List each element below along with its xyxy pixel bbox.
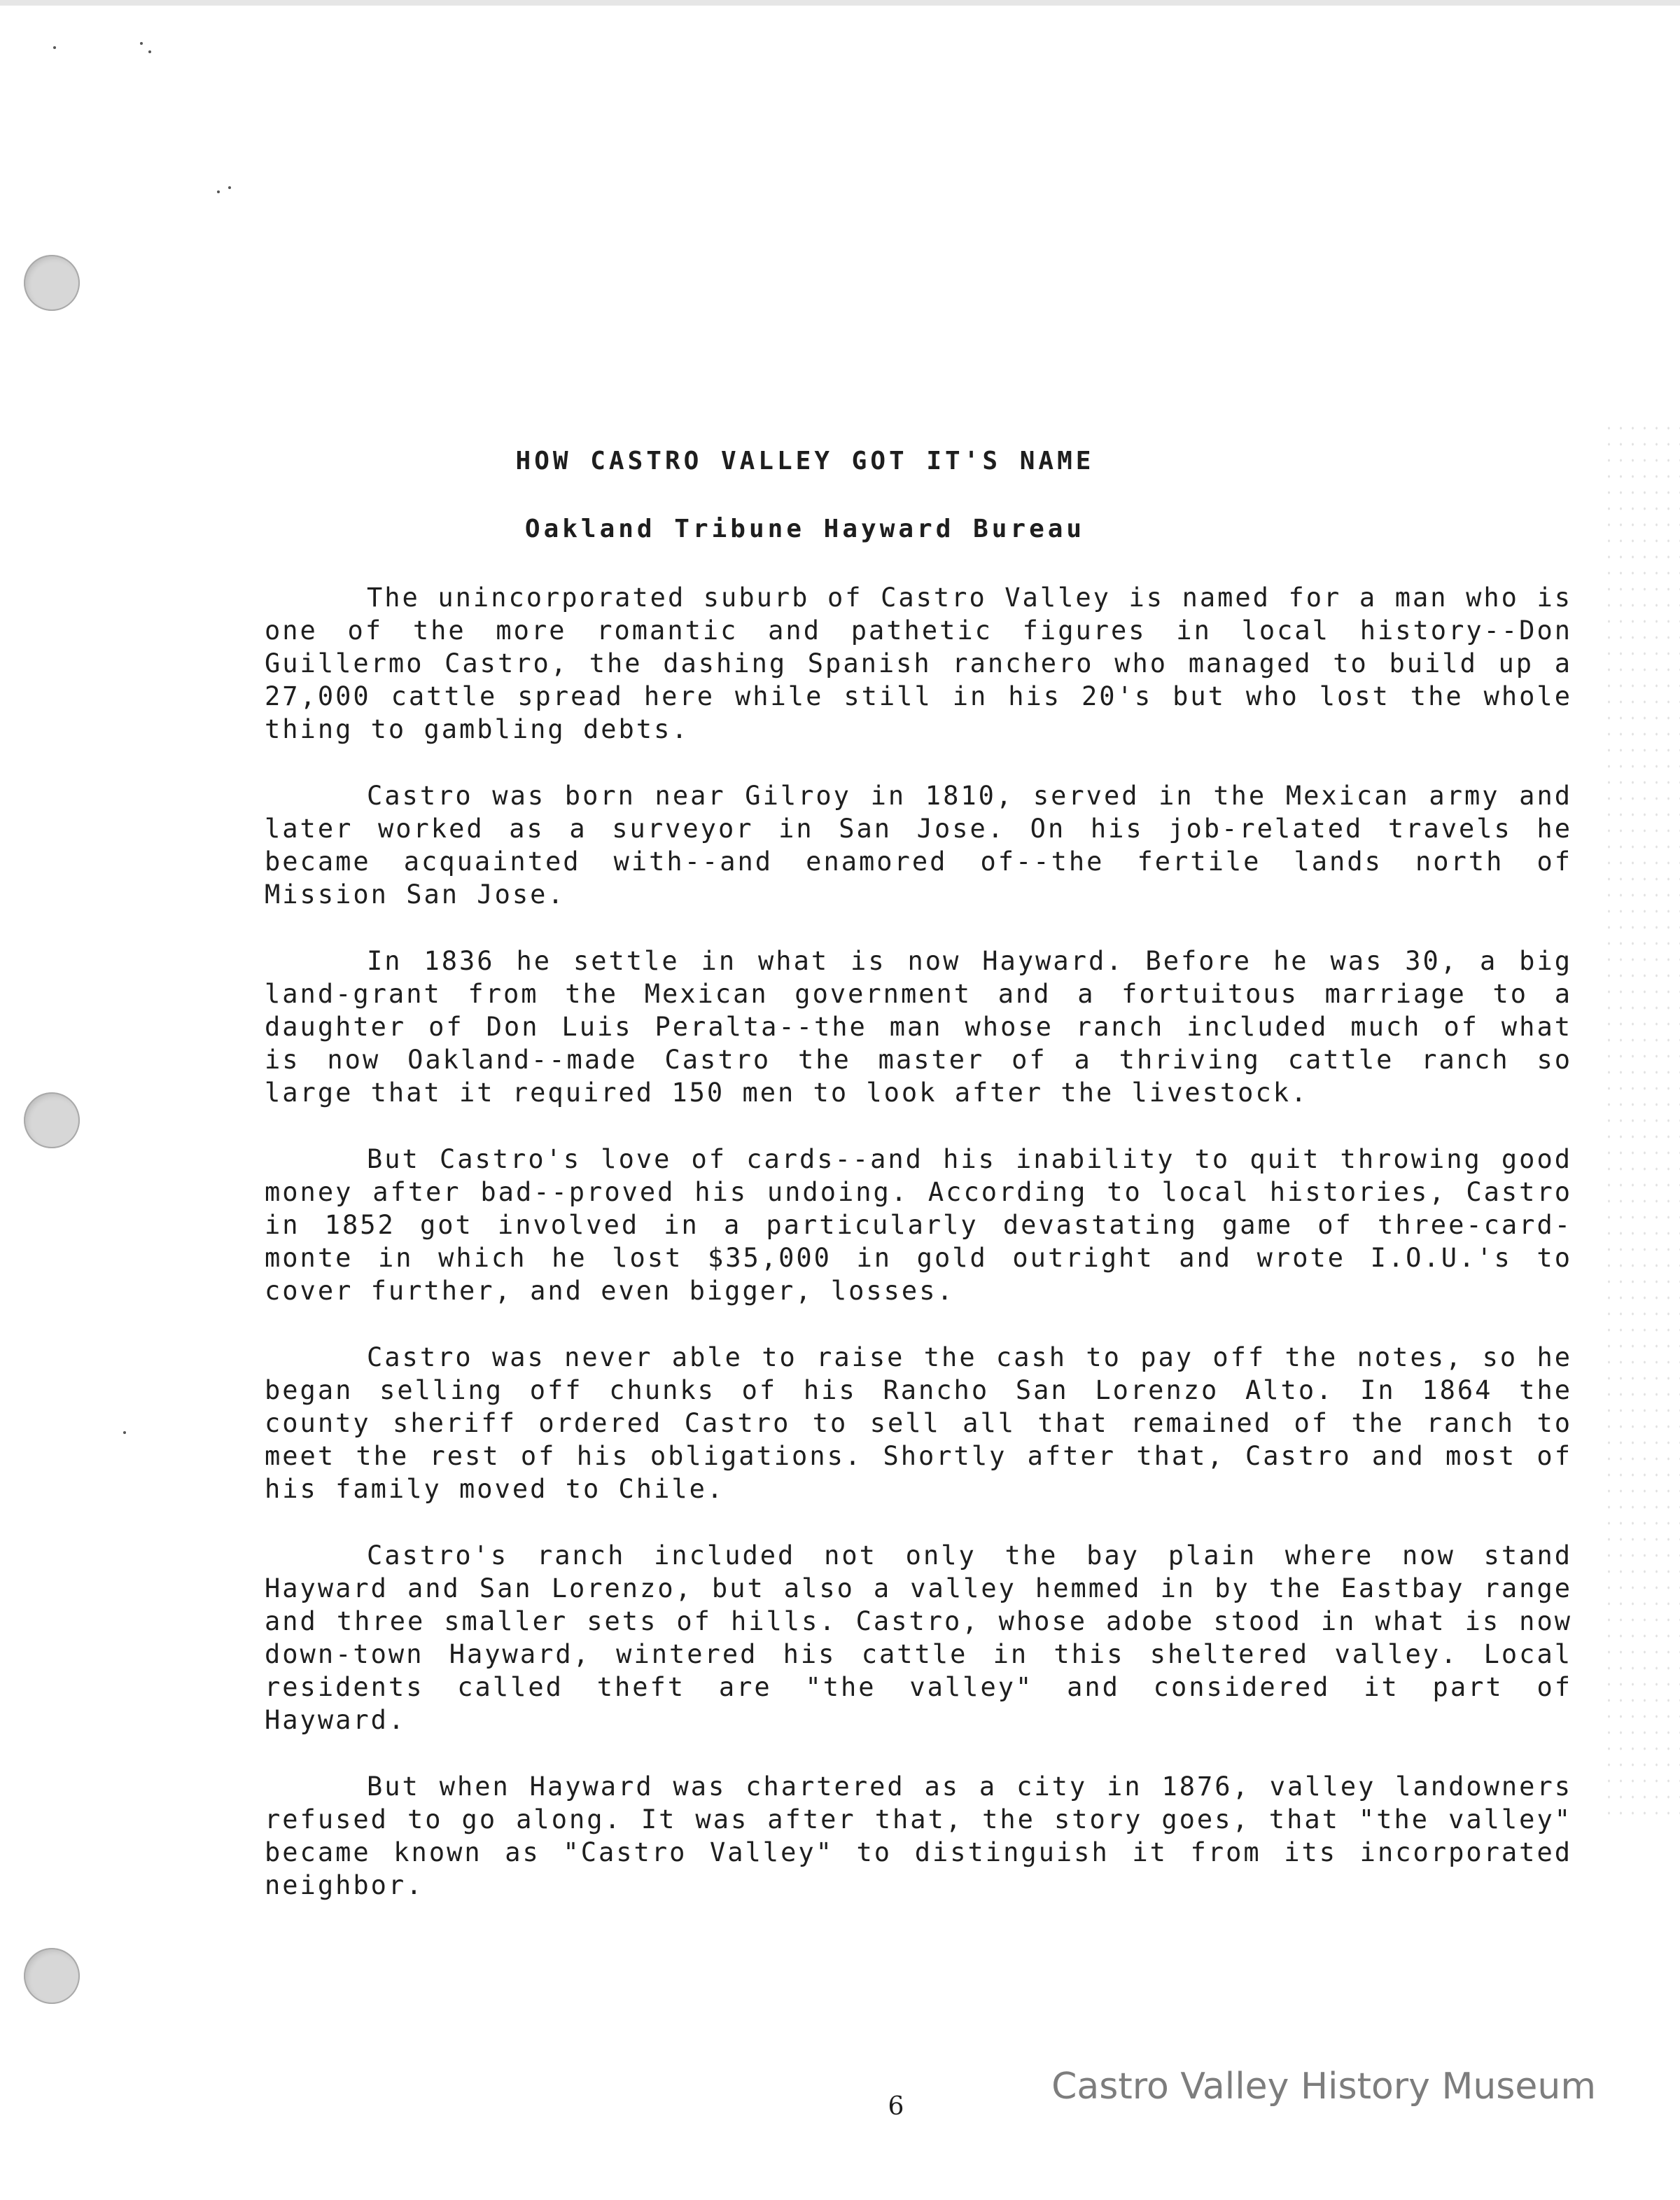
paragraph: But when Hayward was chartered as a city in 1876, valley landowners refused to go along. It was after that, the story goes, that "the valley" became known as "Castro Valley" to distinguish it from its incorporated neighbor.	[265, 1771, 1572, 1900]
scan-speck	[148, 50, 151, 53]
article-source: Oakland Tribune Hayward Bureau	[524, 515, 1086, 543]
page-top-edge	[0, 0, 1680, 6]
scan-noise	[1603, 420, 1680, 1820]
scan-speck	[53, 46, 56, 49]
paragraph: Castro was never able to raise the cash to pay off the notes, so he began selling off chunks of his Rancho San Lorenzo Alto. In 1864 the county sheriff ordered Castro to sell all that remained of the ranch to meet the rest of his obligations. Shortly after that, Castro and most of his family moved to Chile.	[265, 1342, 1572, 1504]
punch-hole-top	[24, 255, 80, 311]
paragraph: Castro's ranch included not only the bay plain where now stand Hayward and San Lorenzo, but also a valley hemmed in by the Eastbay range and three smaller sets of hills. Castro, whose adobe stood in what is now down-town Hayward, wintered his cattle in this sheltered valley. Local residents called theft are "the valley" and considered it part of Hayward.	[265, 1540, 1572, 1735]
museum-watermark: Castro Valley History Museum	[1051, 2066, 1596, 2108]
scan-speck	[217, 190, 220, 193]
scan-speck	[228, 186, 231, 189]
scan-speck	[123, 1431, 126, 1434]
scan-speck	[140, 42, 143, 45]
paragraph: Castro was born near Gilroy in 1810, served in the Mexican army and later worked as a surveyor in San Jose. On his job-related travels he became acquainted with--and enamored of--the fertile lands north of Mission San Jose.	[265, 781, 1572, 910]
paragraph: In 1836 he settle in what is now Hayward. Before he was 30, a big land-grant from the Mexican government and a fortuitous marriage to a daughter of Don Luis Peralta--the man whose ranch included much of what is now Oakland--made Castro the master of a thriving cattle ranch so large that it required 150 men to look after the livestock.	[265, 946, 1572, 1108]
article-body	[265, 581, 1572, 1902]
punch-hole-middle	[24, 1092, 80, 1148]
article-title: HOW CASTRO VALLEY GOT IT'S NAME	[515, 447, 1095, 475]
punch-hole-bottom	[24, 1948, 80, 2004]
paragraph: But Castro's love of cards--and his inability to quit throwing good money after bad--proved his undoing. According to local histories, Castro in 1852 got involved in a particularly devastating game of three-card-monte in which he lost $35,000 in gold outright and wrote I.O.U.'s to cover further, and even bigger, losses.	[265, 1144, 1572, 1306]
paragraph: The unincorporated suburb of Castro Valley is named for a man who is one of the more romantic and pathetic figures in local history--Don Guillermo Castro, the dashing Spanish ranchero who managed to build up a 27,000 cattle spread here while still in his 20's but who lost the whole thing to gambling debts.	[265, 583, 1572, 744]
page-number: 6	[888, 2092, 904, 2121]
